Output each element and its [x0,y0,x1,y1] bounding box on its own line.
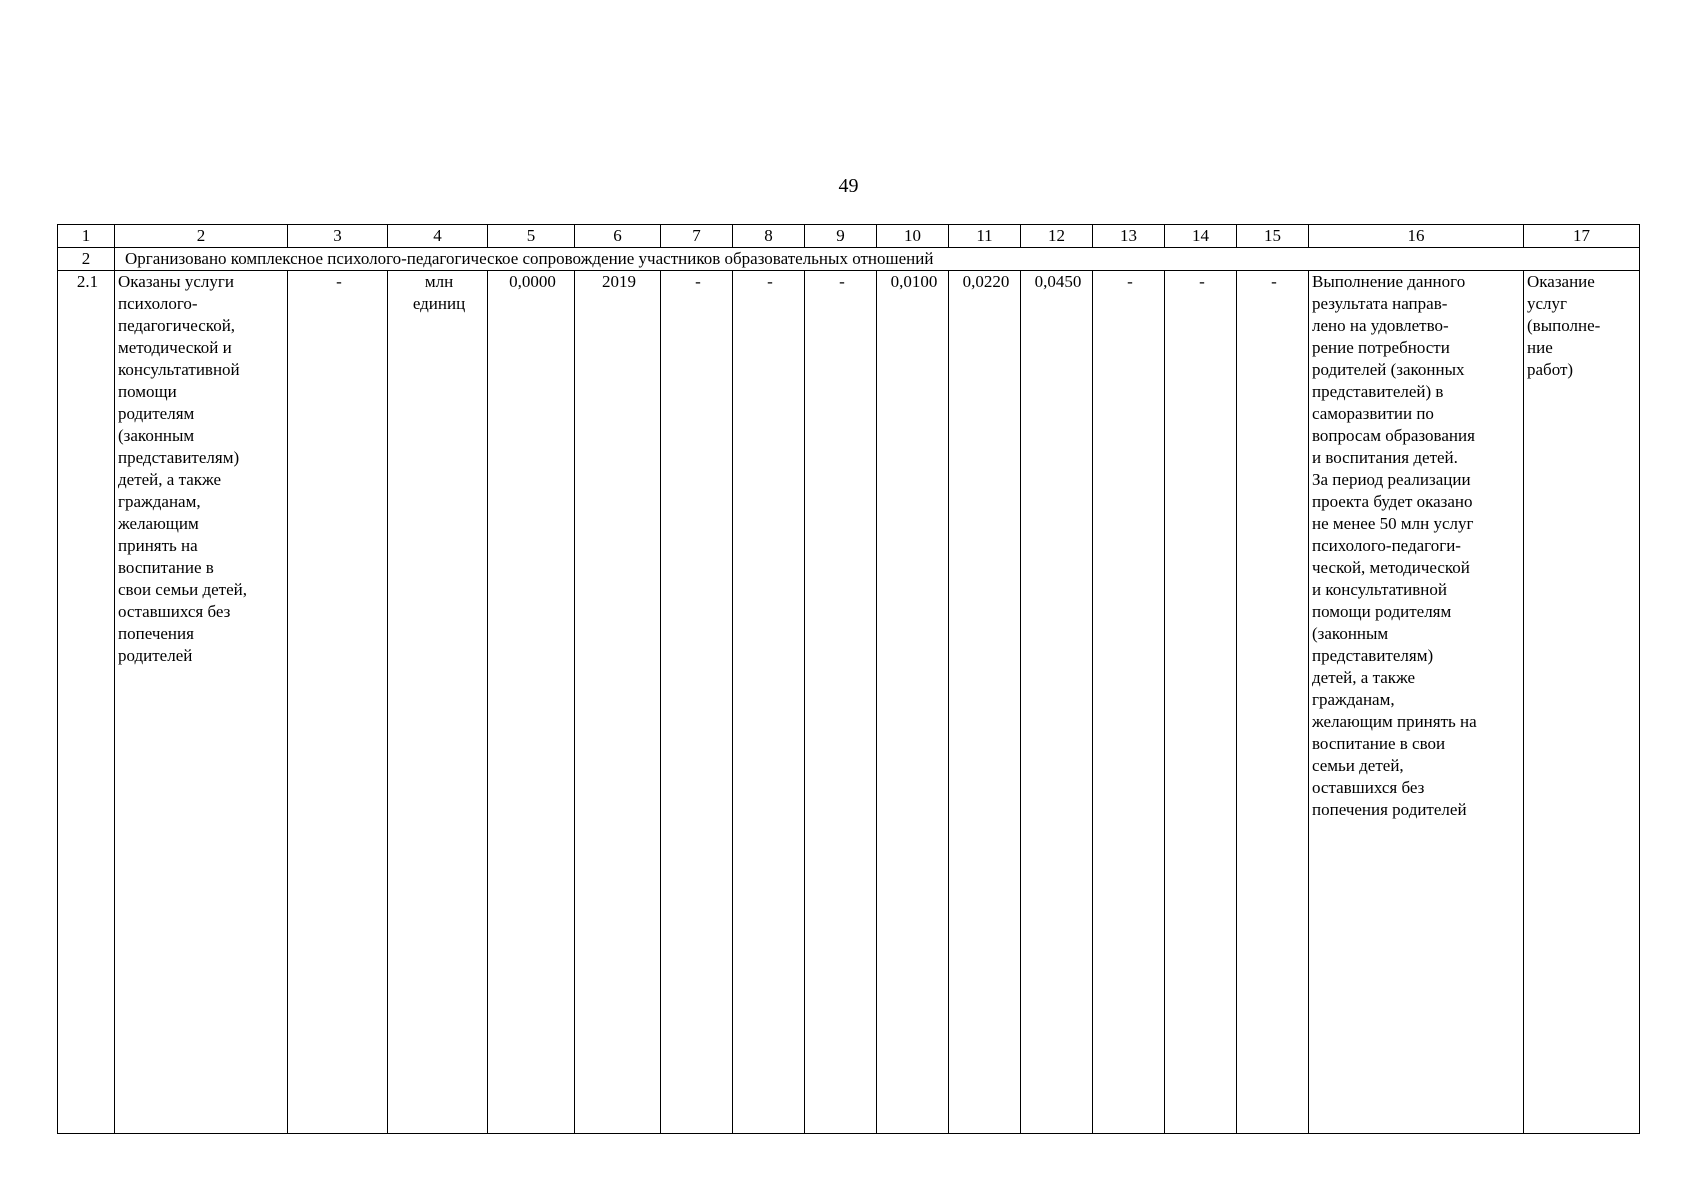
column-number: 7 [661,225,733,248]
section-number: 2 [58,248,115,271]
base-year: 2019 [575,271,661,1134]
cell-col8: - [733,271,805,1134]
cell-col15: - [1237,271,1309,1134]
column-number: 14 [1165,225,1237,248]
result-name-text: Оказаны услуги психолого- педагогической, методической и консультативной помощи родителям (законным представителям) детей, а также гражданам, желающим принять на воспитание в свои семьи детей, оставшихся без попечения родителей [118,272,247,665]
section-row [58,248,1640,271]
column-number-row [58,225,1640,248]
column-number: 6 [575,225,661,248]
column-number: 3 [288,225,388,248]
results-table [57,224,1640,1134]
cell-col9: - [805,271,877,1134]
cell-col14: - [1165,271,1237,1134]
column-number: 10 [877,225,949,248]
column-number: 15 [1237,225,1309,248]
column-number: 8 [733,225,805,248]
table-row [58,271,1640,1134]
page-number: 49 [838,175,859,197]
value-col11: 0,0220 [949,271,1021,1134]
column-number: 11 [949,225,1021,248]
column-number: 1 [58,225,115,248]
column-number: 12 [1021,225,1093,248]
type-cell [1524,271,1640,1134]
cell-col7: - [661,271,733,1134]
base-value: 0,0000 [488,271,575,1134]
description-cell [1309,271,1524,1134]
column-number: 9 [805,225,877,248]
column-number: 17 [1524,225,1640,248]
column-number: 16 [1309,225,1524,248]
value-col12: 0,0450 [1021,271,1093,1134]
unit-text: млн единиц [412,272,466,313]
result-name [115,271,288,1134]
type-text: Оказание услуг (выполне- ние работ) [1527,272,1601,379]
column-number: 5 [488,225,575,248]
section-title: Организовано комплексное психолого-педагогическое сопровождение участников образовательных отношений [115,248,1640,271]
row-number: 2.1 [58,271,115,1134]
description-text: Выполнение данного результата направ- лено на удовлетво- рение потребности родителей (законных представителей) в саморазвитии по вопросам образования и воспитания детей. За период реализации проекта будет оказано не менее 50 млн услуг психолого-педагоги- ческой, методической и консультативной помощи родителям (законным представителям) детей, а также гражданам, желающим принять на воспитание в свои семьи детей, оставшихся без попечения родителей [1312,272,1477,819]
value-col10: 0,0100 [877,271,949,1134]
column-number: 13 [1093,225,1165,248]
column-number: 4 [388,225,488,248]
cell-col13: - [1093,271,1165,1134]
cell-col3: - [288,271,388,1134]
unit-cell [388,271,488,1134]
column-number: 2 [115,225,288,248]
